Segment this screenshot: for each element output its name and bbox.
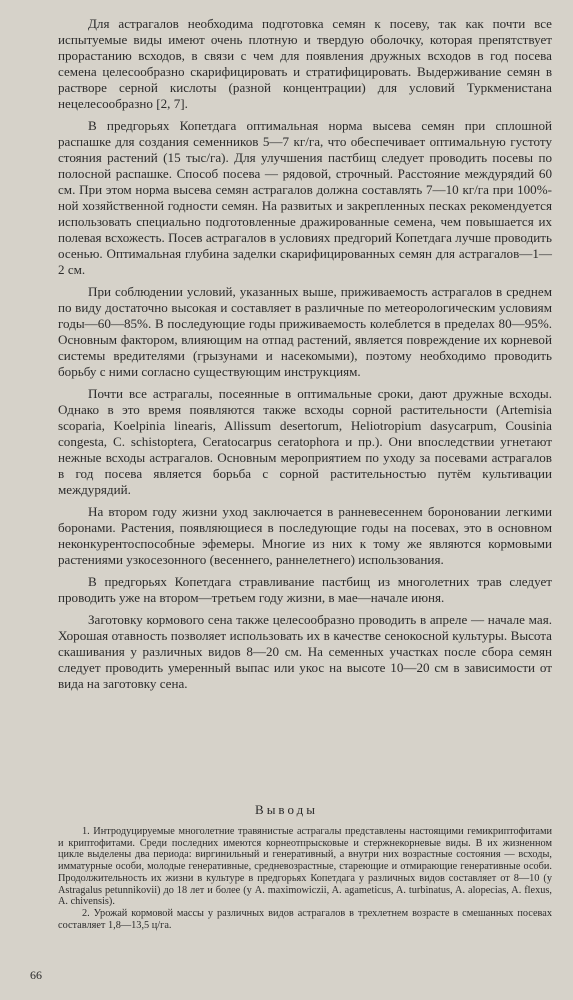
paragraph-6: В предгорьях Копетдага стравливание пастбищ из многолетних трав следует проводить уже на втором—третьем году жизни, в мае—начале июня. bbox=[58, 574, 552, 605]
section-heading: Выводы bbox=[255, 802, 318, 817]
paragraph-5: На втором году жизни уход заключается в ранневесеннем бороновании легкими боронами. Растения, появляющиеся в последующие годы на посевах, это в основном неконкурентоспособные эфемеры. Многие из них к тому же являются кормовыми растениями узкосезонного (весеннего, раннелетнего) использования. bbox=[58, 504, 552, 567]
conclusions-list bbox=[58, 826, 552, 931]
main-text bbox=[58, 16, 552, 698]
paragraph-2: В предгорьях Копетдага оптимальная норма высева семян при сплошной распашке для создания семенников 5—7 кг/га, что обеспечивает оптимальную густоту стояния растений (15 тыс/га). Для улучшения пастбищ следует проводить посевы по полосной распашке. Способ посева — рядовой, строчный. Расстояние междурядий 60 см. При этом норма высева семян астрагалов должна составлять 7—10 кг/га при 100%-ной хозяйственной годности семян. На развитых и закрепленных песках рекомендуется использовать специально подготовленные дражированные семена, чем повышается их полевая всхожесть. Посев астрагалов в условиях предгорий Копетдага лучше проводить осенью. Оптимальная глубина заделки скарифицированных семян для астрагалов—1—2 см. bbox=[58, 118, 552, 277]
page-number: 66 bbox=[30, 968, 42, 982]
conclusion-item-2: 2. Урожай кормовой массы у различных видов астрагалов в трехлетнем возрасте в смешанных посевах составляет 1,8—13,5 ц/га. bbox=[58, 907, 552, 931]
paragraph-1: Для астрагалов необходима подготовка семян к посеву, так как почти все испытуемые виды имеют очень плотную и твердую оболочку, которая препятствует прорастанию всходов, в связи с чем для появления дружных всходов в год посева семена целесообразно скарифицировать и стратифицировать. Выдерживание семян в растворе серной кислоты (разной концентрации) для условий Туркменистана нецелесообразно [2, 7]. bbox=[58, 16, 552, 111]
paragraph-3: При соблюдении условий, указанных выше, приживаемость астрагалов в среднем по виду достаточно высокая и составляет в различные по метеорологическим условиям годы—60—85%. В последующие годы приживаемость колеблется в пределах 80—95%. Основным фактором, влияющим на отпад растений, является повреждение их корневой системы вредителями (грызунами и насекомыми), поэтому необходимо проводить борьбу с ними согласно существующим инструкциям. bbox=[58, 284, 552, 379]
paragraph-4: Почти все астрагалы, посеянные в оптимальные сроки, дают дружные всходы. Однако в это время появляются также всходы сорной растительности (Artemisia scoparia, Koelpinia linearis, Allissum desertorum, Heliotropium dasycarpum, Cousinia congesta, C. schistoptera, Ceratocarpus ceratophora и пр.). Они впоследствии угнетают нежные всходы астрагалов. Основным мероприятием по уходу за посевами астрагалов в год посева является борьба с сорной растительностью путём культивации междурядий. bbox=[58, 386, 552, 497]
conclusion-item-1: 1. Интродуцируемые многолетние травянистые астрагалы представлены настоящими гемикриптофитами и криптофитами. Среди последних имеются корнеотпрысковые и стержнекорневые виды. В их жизненном цикле выделены два периода: виргинильный и генеративный, а внутри них возрастные состояния — всходы, имматурные особи, молодые генеративные, средневозрастные, стареющие и отмирающие генеративные особи. Продолжительность их жизни в культуре в предгорьях Копетдага у различных видов составляет от 8—10 (у Astragalus petunnikovii) до 18 лет и более (у A. maximowiczii, A. agameticus, A. turbinatus, A. alopecias, A. flexus, A. chivensis). bbox=[58, 826, 552, 908]
paragraph-7: Заготовку кормового сена также целесообразно проводить в апреле — начале мая. Хорошая отавность позволяет использовать их в качестве сенокосной культуры. Высота скашивания у различных видов 8—20 см. На семенных участках после сбора семян следует проводить умеренный выпас или укос на высоте 10—20 см в зависимости от вида на заготовку сена. bbox=[58, 612, 552, 691]
